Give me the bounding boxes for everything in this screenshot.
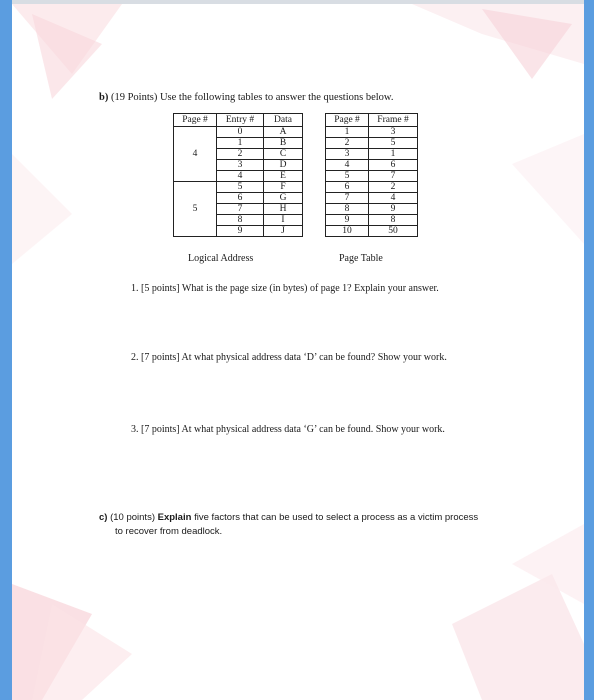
data-cell: I — [264, 215, 303, 226]
data-cell: A — [264, 127, 303, 138]
logical-header-entry: Entry # — [217, 114, 264, 127]
table-row — [326, 193, 418, 204]
entry-cell: 8 — [217, 215, 264, 226]
logical-header-data: Data — [264, 114, 303, 127]
page-cell: 10 — [326, 226, 369, 237]
entry-cell: 9 — [217, 226, 264, 237]
frame-cell: 1 — [369, 149, 418, 160]
part-c-label: c) — [99, 512, 108, 523]
part-c-line2: to recover from deadlock. — [115, 526, 223, 537]
data-cell: D — [264, 160, 303, 171]
part-c-line1: five factors that can be used to select a process as a victim process — [194, 512, 479, 523]
question-2: 2. [7 points] At what physical address data ‘D’ can be found? Show your work. — [131, 352, 447, 363]
page-cell: 1 — [326, 127, 369, 138]
data-cell: C — [264, 149, 303, 160]
frame-cell: 2 — [369, 182, 418, 193]
entry-cell: 7 — [217, 204, 264, 215]
frame-cell: 6 — [369, 160, 418, 171]
table-row — [326, 215, 418, 226]
table-row — [326, 160, 418, 171]
left-border — [0, 0, 12, 700]
right-border — [584, 0, 594, 700]
document-content — [12, 4, 584, 700]
logical-page-4: 4 — [174, 127, 217, 182]
entry-cell: 0 — [217, 127, 264, 138]
logical-address-table — [173, 113, 303, 237]
question-3: 3. [7 points] At what physical address data ‘G’ can be found. Show your work. — [131, 424, 445, 435]
logical-address-caption: Logical Address — [188, 253, 254, 264]
data-cell: H — [264, 204, 303, 215]
frame-cell: 8 — [369, 215, 418, 226]
data-cell: G — [264, 193, 303, 204]
logical-header-page: Page # — [174, 114, 217, 127]
part-c-points: (10 points) — [110, 512, 155, 523]
table-row — [174, 182, 303, 193]
frame-cell: 5 — [369, 138, 418, 149]
data-cell: E — [264, 171, 303, 182]
document-page — [12, 4, 584, 700]
table-row — [326, 171, 418, 182]
frame-cell: 3 — [369, 127, 418, 138]
table-row — [326, 149, 418, 160]
table-row — [326, 204, 418, 215]
question-1: 1. [5 points] What is the page size (in bytes) of page 1? Explain your answer. — [131, 283, 439, 294]
page-table-header-page: Page # — [326, 114, 369, 127]
page-cell: 9 — [326, 215, 369, 226]
table-row — [326, 127, 418, 138]
entry-cell: 6 — [217, 193, 264, 204]
page-table-caption: Page Table — [339, 253, 383, 264]
frame-cell: 50 — [369, 226, 418, 237]
part-c-bold-word: Explain — [157, 512, 192, 523]
page-cell: 7 — [326, 193, 369, 204]
page-cell: 3 — [326, 149, 369, 160]
table-row — [326, 226, 418, 237]
frame-cell: 4 — [369, 193, 418, 204]
entry-cell: 2 — [217, 149, 264, 160]
page-cell: 8 — [326, 204, 369, 215]
data-cell: B — [264, 138, 303, 149]
logical-page-5: 5 — [174, 182, 217, 237]
page-cell: 2 — [326, 138, 369, 149]
page-cell: 6 — [326, 182, 369, 193]
table-row — [326, 138, 418, 149]
page-cell: 4 — [326, 160, 369, 171]
table-row — [174, 127, 303, 138]
entry-cell: 4 — [217, 171, 264, 182]
data-cell: J — [264, 226, 303, 237]
entry-cell: 5 — [217, 182, 264, 193]
frame-cell: 9 — [369, 204, 418, 215]
frame-cell: 7 — [369, 171, 418, 182]
part-c — [99, 511, 519, 539]
data-cell: F — [264, 182, 303, 193]
page-table — [325, 113, 418, 237]
page-table-header-frame: Frame # — [369, 114, 418, 127]
part-b-label: b) — [99, 92, 109, 103]
table-row — [326, 182, 418, 193]
page-cell: 5 — [326, 171, 369, 182]
part-b-heading — [99, 92, 393, 103]
entry-cell: 1 — [217, 138, 264, 149]
part-b-text: (19 Points) Use the following tables to answer the questions below. — [110, 92, 394, 103]
entry-cell: 3 — [217, 160, 264, 171]
